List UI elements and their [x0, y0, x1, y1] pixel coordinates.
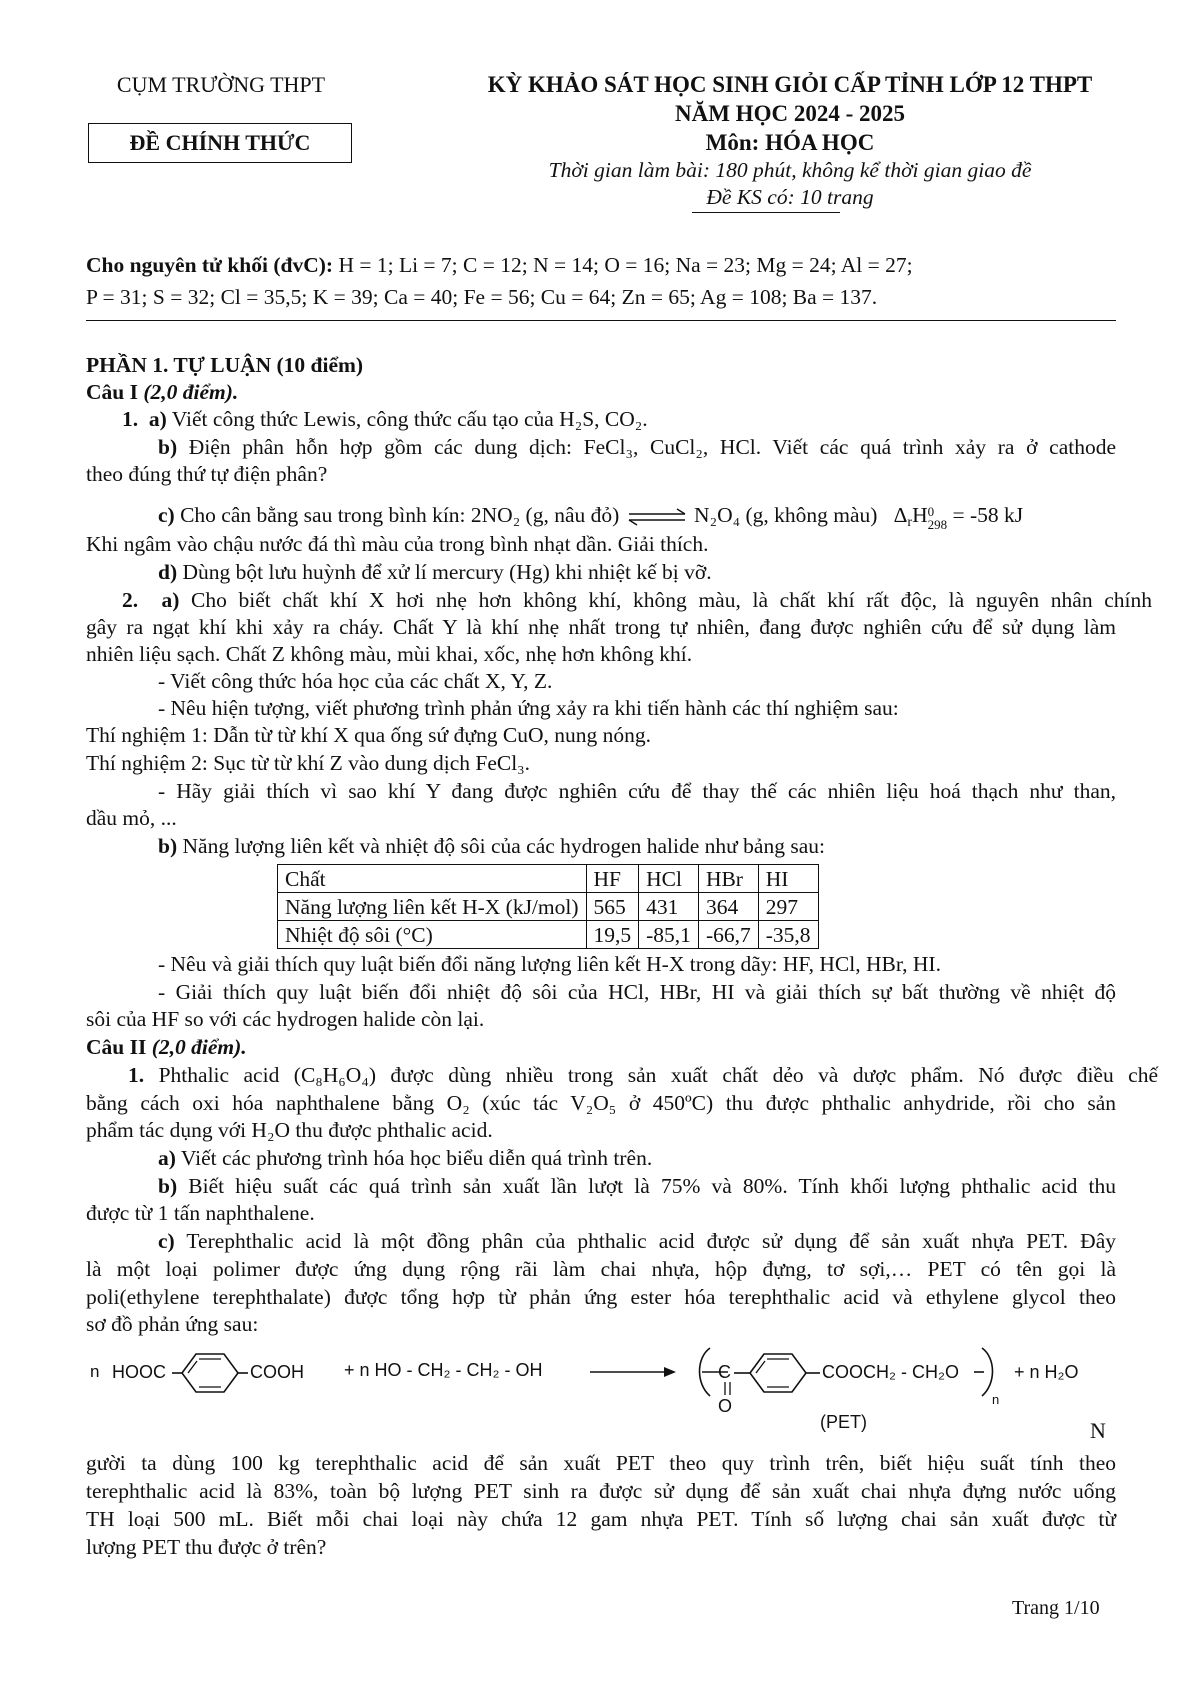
q1-2a-line5: - Nêu hiện tượng, viết phương trình phản ứng xảy ra khi tiến hành các thí nghiệm sau: — [158, 696, 899, 720]
table-header-row — [278, 865, 819, 893]
pet-label: (PET) — [820, 1412, 867, 1432]
school-cluster: CỤM TRƯỜNG THPT — [116, 72, 326, 97]
q1-2a-line9: dầu mỏ, ... — [86, 806, 177, 830]
q2-1-line3: phẩm tác dụng với H₂O thu được phthalic acid. — [86, 1118, 493, 1142]
q1-1c-line2: Khi ngâm vào chậu nước đá thì màu của trong bình nhạt dần. Giải thích. — [86, 532, 709, 556]
atomic-masses-label: Cho nguyên tử khối (đvC): — [86, 253, 334, 277]
benzene-ring-icon — [734, 1348, 830, 1398]
q1-2a-line4: - Viết công thức hóa học của các chất X, Y, Z. — [158, 669, 553, 693]
table-cell: -66,7 — [698, 921, 758, 949]
delta-h-symbol: $\Delta_rH$ 0 298 — [893, 503, 948, 532]
table-cell: -35,8 — [758, 921, 818, 949]
q1-1c-line1: c) Cho cân bằng sau trong bình kín: 2NO₂ (g, nâu đỏ) N₂O₄ (g, không màu) $\Delta_rH$ 0 298 = -58 kJ — [158, 503, 1024, 532]
q2-1c-line4: sơ đồ phản ứng sau: — [86, 1312, 259, 1336]
atomic-masses-line2: P = 31; S = 32; Cl = 35,5; K = 39; Ca = 40; Fe = 56; Cu = 64; Zn = 65; Ag = 108; Ba = 137. — [86, 285, 878, 309]
table-cell: 364 — [698, 893, 758, 921]
table-cell: 431 — [639, 893, 699, 921]
table-header-cell: HBr — [698, 865, 758, 893]
table-row — [278, 921, 819, 949]
official-label-box: ĐỀ CHÍNH THỨC — [88, 123, 352, 163]
table-header-cell: Chất — [278, 865, 587, 893]
q1-1b-line1: b) Điện phân hỗn hợp gồm các dung dịch: FeCl₃, CuCl₂, HCl. Viết các quá trình xảy ra ở cathode — [158, 435, 1116, 459]
reactant1-right-group: COOH — [250, 1362, 304, 1382]
q2-1-line2: bằng cách oxi hóa naphthalene bằng O₂ (xúc tác V₂O₅ ở 450ºC) thu được phthalic anhydride, rồi cho sản — [86, 1091, 1116, 1115]
equilibrium-arrow-icon — [627, 507, 687, 527]
product-carbon: C — [718, 1362, 731, 1382]
atomic-masses-line1: Cho nguyên tử khối (đvC): H = 1; Li = 7; C = 12; N = 14; O = 16; Na = 23; Mg = 24; Al = 27; — [86, 253, 913, 277]
q2-1b-line2: được từ 1 tấn naphthalene. — [86, 1201, 315, 1225]
benzene-ring-icon — [170, 1348, 250, 1398]
q2-after-line4: lượng PET thu được ở trên? — [86, 1535, 327, 1559]
q1-2a-line1: 2. a) Cho biết chất khí X hơi nhẹ hơn không khí, không màu, là chất khí rất độc, là nguyên nhân chính — [122, 588, 1152, 612]
table-cell: Nhiệt độ sôi (°C) — [278, 921, 587, 949]
q1-2b-intro: b) Năng lượng liên kết và nhiệt độ sôi của các hydrogen halide như bảng sau: — [158, 834, 825, 858]
stray-letter: N — [1090, 1418, 1106, 1443]
subject: Môn: HÓA HỌC — [705, 130, 875, 155]
divider — [86, 320, 1116, 321]
reactant1-left-group: HOOC — [112, 1362, 166, 1382]
table-header-cell: HF — [586, 865, 639, 893]
product-oxygen: O — [718, 1396, 733, 1416]
table-cell: 565 — [586, 893, 639, 921]
q1-2b-line1: - Nêu và giải thích quy luật biến đổi năng lượng liên kết H-X trong dãy: HF, HCl, HBr, HI. — [158, 952, 941, 976]
q1-2b-line3: sôi của HF so với các hydrogen halide còn lại. — [86, 1007, 485, 1031]
q1-2b-line2: - Giải thích quy luật biến đổi nhiệt độ sôi của HCl, HBr, HI và giải thích sự bất thường về nhiệt độ — [158, 980, 1116, 1004]
table-cell: 297 — [758, 893, 818, 921]
q2-1a: a) Viết các phương trình hóa học biểu diễn quá trình trên. — [158, 1146, 653, 1170]
q1-1a: 1. a) Viết công thức Lewis, công thức cấu tạo của H₂S, CO₂. — [122, 407, 648, 431]
q2-after-line1: gười ta dùng 100 kg terephthalic acid để sản xuất PET theo quy trình trên, biết hiệu suất tính theo — [86, 1451, 1116, 1475]
reactant1-coefficient: n — [90, 1362, 100, 1381]
q1-2a-line6: Thí nghiệm 1: Dẫn từ từ khí X qua ống sứ đựng CuO, nung nóng. — [86, 723, 651, 747]
q2-1c-line1: c) Terephthalic acid là một đồng phân của phthalic acid được sử dụng để sản xuất nhựa PET. Đây — [158, 1229, 1116, 1253]
q1-2a-line7: Thí nghiệm 2: Sục từ từ khí Z vào dung dịch FeCl₃. — [86, 751, 531, 775]
part1-title: PHẦN 1. TỰ LUẬN (10 điểm) — [86, 353, 364, 377]
q2-heading: Câu II (2,0 điểm). — [86, 1035, 247, 1059]
hydrogen-halide-table — [277, 864, 819, 949]
q2-1b-line1: b) Biết hiệu suất các quá trình sản xuất lần lượt là 75% và 80%. Tính khối lượng phthalic acid thu — [158, 1174, 1116, 1198]
q2-after-line3: TH loại 500 mL. Biết mỗi chai loại này chứa 12 gam nhựa PET. Tính số lượng chai sản xuất được từ — [86, 1507, 1116, 1531]
reaction-arrow-icon — [590, 1364, 680, 1380]
reactant2: + n HO - CH₂ - CH₂ - OH — [344, 1360, 543, 1380]
q1-2a-line8: - Hãy giải thích vì sao khí Y đang được nghiên cứu để thay thế các nhiên liệu hoá thạch như than, — [158, 779, 1116, 803]
right-bracket-icon — [974, 1344, 1004, 1404]
table-header-cell: HCl — [639, 865, 699, 893]
q1-1d: d) Dùng bột lưu huỳnh để xử lí mercury (Hg) khi nhiệt kế bị vỡ. — [158, 560, 712, 584]
q2-1c-line3: poli(ethylene terephthalate) được tổng hợp từ phản ứng ester hóa terephthalic acid và ethylene glycol theo — [86, 1285, 1116, 1309]
time-note: Thời gian làm bài: 180 phút, không kể thời gian giao đề — [548, 158, 1032, 182]
q2-after-line2: terephthalic acid là 83%, toàn bộ lượng PET sinh ra được sử dụng để sản xuất chai nhựa đựng nước uống — [86, 1479, 1116, 1503]
exam-title: KỲ KHẢO SÁT HỌC SINH GIỎI CẤP TỈNH LỚP 12 THPT — [487, 72, 1093, 97]
q1-2a-line2: gây ra ngạt khí khi xảy ra cháy. Chất Y là khí nhẹ nhất trong tự nhiên, đang được nghiên cứu để sử dụng làm — [86, 615, 1116, 639]
product-water: + n H₂O — [1014, 1362, 1079, 1382]
table-row — [278, 893, 819, 921]
product-chain: COOCH₂ - CH₂O — [822, 1362, 959, 1382]
page-number: Trang 1/10 — [1012, 1597, 1100, 1619]
table-cell: 19,5 — [586, 921, 639, 949]
q1-2a-line3: nhiên liệu sạch. Chất Z không màu, mùi khai, xốc, nhẹ hơn không khí. — [86, 642, 693, 666]
table-cell: Năng lượng liên kết H-X (kJ/mol) — [278, 893, 587, 921]
table-cell: -85,1 — [639, 921, 699, 949]
table-header-cell: HI — [758, 865, 818, 893]
school-year: NĂM HỌC 2024 - 2025 — [675, 101, 905, 126]
q1-heading: Câu I (2,0 điểm). — [86, 380, 239, 404]
polymer-subscript-n: n — [992, 1392, 1000, 1407]
header-underline — [692, 212, 840, 213]
q2-1c-line2: là một loại polimer được ứng dụng rộng rãi làm chai nhựa, hộp đựng, tơ sợi,… PET có tên gọi là — [86, 1257, 1116, 1281]
pages-note: Đề KS có: 10 trang — [706, 185, 874, 209]
q1-1b-line2: theo đúng thứ tự điện phân? — [86, 462, 328, 486]
q2-1-line1: 1. Phthalic acid (C₈H₆O₄) được dùng nhiều trong sản xuất chất dẻo và dược phẩm. Nó được điều chế — [128, 1063, 1159, 1087]
